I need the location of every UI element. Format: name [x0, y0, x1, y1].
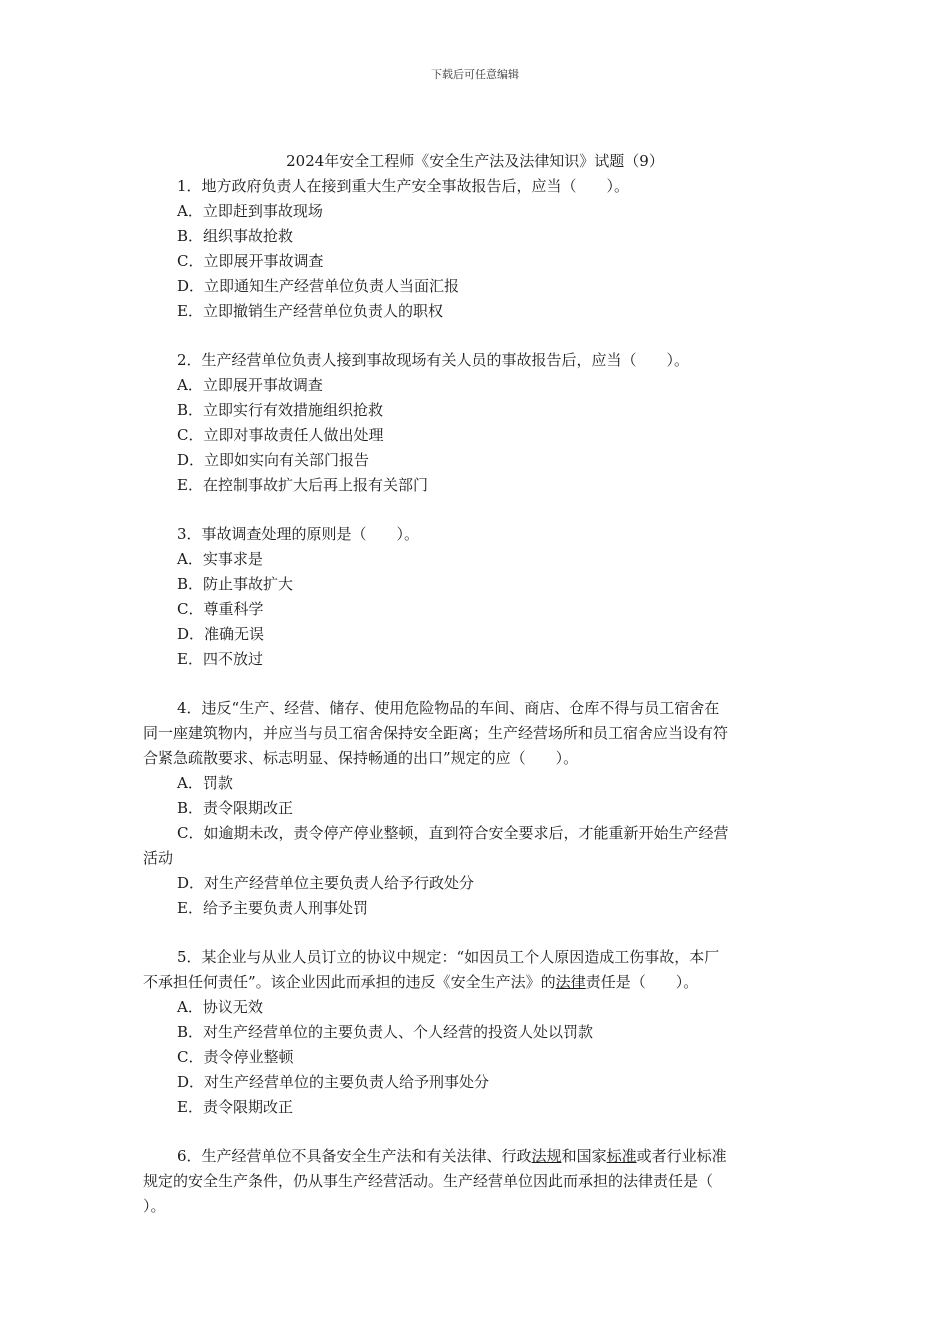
option-b: B．责令限期改正	[177, 799, 294, 817]
option-b: B．对生产经营单位的主要负责人、个人经营的投资人处以罚款	[177, 1023, 594, 1041]
question-stem: 2．生产经营单位负责人接到事故现场有关人员的事故报告后，应当（ ）。	[177, 351, 690, 369]
question-stem-continued: ）。	[143, 1197, 166, 1215]
option-b: B．防止事故扩大	[177, 575, 294, 593]
stem-text: 或者行业标准	[636, 1147, 727, 1165]
option-d: D．对生产经营单位主要负责人给予行政处分	[177, 874, 475, 892]
option-c: C．责令停业整顿	[177, 1048, 294, 1066]
stem-text: 和国家	[561, 1147, 607, 1165]
option-d: D．立即如实向有关部门报告	[177, 451, 370, 469]
option-b: B．组织事故抢救	[177, 227, 294, 245]
question-2	[143, 348, 805, 498]
question-stem-continued: 合紧急疏散要求、标志明显、保持畅通的出口”规定的应（ ）。	[143, 749, 579, 767]
standard-link[interactable]: 标准	[606, 1147, 637, 1165]
question-stem: 1．地方政府负责人在接到重大生产安全事故报告后，应当（ ）。	[177, 177, 630, 195]
option-c: C．立即展开事故调查	[177, 252, 324, 270]
option-a: A．实事求是	[177, 550, 263, 568]
option-e: E．责令限期改正	[177, 1098, 293, 1116]
document-title: 2024年安全工程师《安全生产法及法律知识》试题（9）	[286, 152, 664, 170]
option-d: D．立即通知生产经营单位负责人当面汇报	[177, 277, 460, 295]
question-5	[143, 945, 805, 1120]
question-stem-continued: 规定的安全生产条件，仍从事生产经营活动。生产经营单位因此而承担的法律责任是（	[143, 1172, 714, 1190]
question-stem: 4．违反“生产、经营、储存、使用危险物品的车间、商店、仓库不得与员工宿舍在	[177, 699, 720, 717]
option-a: A．罚款	[177, 774, 233, 792]
option-e: E．在控制事故扩大后再上报有关部门	[177, 476, 428, 494]
question-stem-continued	[143, 970, 805, 995]
question-stem: 5．某企业与从业人员订立的协议中规定：“如因员工个人原因造成工伤事故，本厂	[177, 948, 720, 966]
stem-text: 6．生产经营单位不具备安全生产法和有关法律、行政	[177, 1147, 532, 1165]
option-e: E．立即撤销生产经营单位负责人的职权	[177, 302, 443, 320]
law-link[interactable]: 法律	[555, 973, 586, 991]
option-c: C．立即对事故责任人做出处理	[177, 426, 384, 444]
option-a: A．立即赶到事故现场	[177, 202, 323, 220]
option-e: E．四不放过	[177, 650, 263, 668]
stem-text: 不承担任何责任”。该企业因此而承担的违反《安全生产法》的	[143, 973, 556, 991]
option-d: D．准确无误	[177, 625, 265, 643]
question-3	[143, 522, 805, 672]
option-c-continued: 活动	[143, 849, 174, 867]
question-4	[143, 696, 805, 921]
question-1	[143, 174, 805, 324]
option-a: A．协议无效	[177, 998, 263, 1016]
regulation-link[interactable]: 法规	[531, 1147, 562, 1165]
question-list	[143, 174, 805, 1219]
stem-text: 责任是（ ）。	[585, 973, 699, 991]
option-b: B．立即实行有效措施组织抢救	[177, 401, 384, 419]
option-e: E．给予主要负责人刑事处罚	[177, 899, 368, 917]
question-6	[143, 1144, 805, 1219]
option-a: A．立即展开事故调查	[177, 376, 323, 394]
option-c: C．如逾期未改，责令停产停业整顿，直到符合安全要求后，才能重新开始生产经营	[177, 824, 729, 842]
question-stem	[143, 1144, 805, 1169]
page-header-note: 下载后可任意编辑	[431, 68, 519, 81]
option-d: D．对生产经营单位的主要负责人给予刑事处分	[177, 1073, 490, 1091]
option-c: C．尊重科学	[177, 600, 264, 618]
question-stem-continued: 同一座建筑物内，并应当与员工宿舍保持安全距离；生产经营场所和员工宿舍应当设有符	[143, 724, 729, 742]
question-stem: 3．事故调查处理的原则是（ ）。	[177, 525, 420, 543]
